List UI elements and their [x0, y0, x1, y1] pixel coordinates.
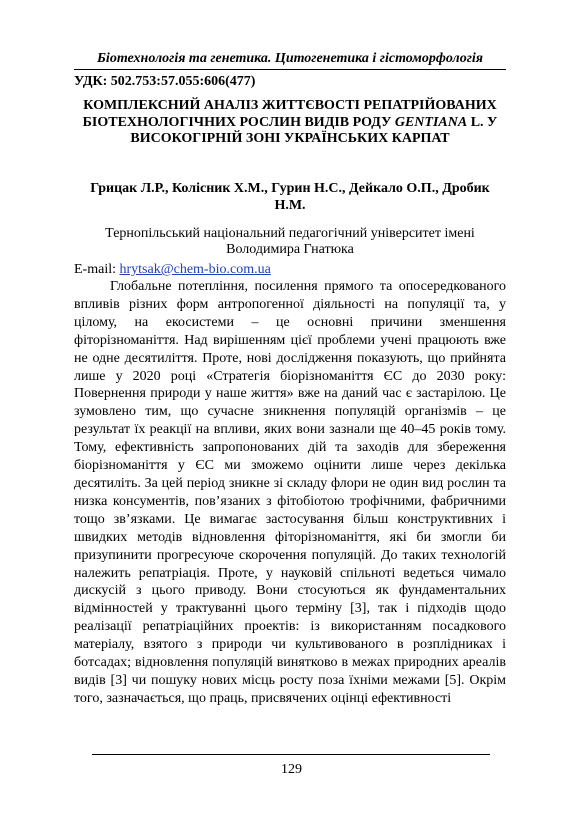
- email-label: E-mail:: [74, 262, 120, 277]
- running-header: Біотехнологія та генетика. Цитогенетика і гістоморфологія: [74, 51, 506, 70]
- article-title: [74, 98, 506, 148]
- title-genus-italic: GENTIANA: [394, 114, 468, 130]
- email-line: [74, 262, 271, 278]
- email-link[interactable]: hrytsak@chem-bio.com.ua: [119, 262, 271, 277]
- title-text-part1: КОМПЛЕКСНИЙ АНАЛІЗ ЖИТТЄВОСТІ РЕПАТРІЙОВАНИХ БІОТЕХНОЛОГІЧНИХ РОСЛИН ВИДІВ РОДУ: [82, 98, 497, 130]
- abstract-body: Глобальне потепління, посилення прямого та опосередкованого впливів різних форм антропогенної діяльності на популяції та, у цілому, на екосистеми – це основні причини зменшення фіторізноманіття. Над вирішенням цієї проблеми учені працюють вже не одне десятиліття. Проте, нові дослідження показують, що прийнята лише у 2020 році «Стратегія біорізноманіття ЄС до 2030 року: Повернення природи у наше життя» вже на даний час є застарілою. Це зумовлено тим, що сучасне зникнення популяцій організмів – це результат їх реакції на впливи, яких вони зазнали ще 40–45 років тому. Тому, ефективність запропонованих дій та заходів для збереження біорізноманіття у ЄС ми зможемо оцінити лише через декілька десятиліть. За цей період зникне зі складу флори не один вид рослин та низка консументів, пов’язаних з фітобіотою трофічними, фабричними тощо зв’язками. Це вимагає застосування більш конструктивних і швидких методів відновлення фіторізноманіття, які би змогли би призупинити прогресуюче скорочення популяцій. До таких технологій належить репатріація. Проте, у науковій спільноті ведеться чимало дискусій з цього приводу. Вони стосуються як фундаментальних відмінностей у трактуванні цього терміну [3], так і підходів щодо реалізації репатріаційних проектів: із використанням посадкового матеріалу, взятого з природи чи культивованого в розплідниках і ботсадах; відновлення популяцій винятково в межах природних ареалів видів [3] чи пошуку нових місць росту поза їхніми межами [5]. Окрім того, зазначається, що праць, присвячених оцінці ефективності: [74, 279, 506, 706]
- page-number: 129: [281, 762, 302, 777]
- footer-divider: [92, 754, 490, 755]
- title-text-part2: L. У ВИСОКОГІРНІЙ ЗОНІ УКРАЇНСЬКИХ КАРПАТ: [130, 114, 498, 146]
- udc-code: УДК: 502.753:57.055:606(477): [74, 74, 256, 89]
- affiliation: Тернопільський національний педагогічний університет імені Володимира Гнатюка: [105, 226, 475, 257]
- authors: Грицак Л.Р., Колісник Х.М., Гурин Н.С., Дейкало О.П., Дробик Н.М.: [90, 181, 490, 213]
